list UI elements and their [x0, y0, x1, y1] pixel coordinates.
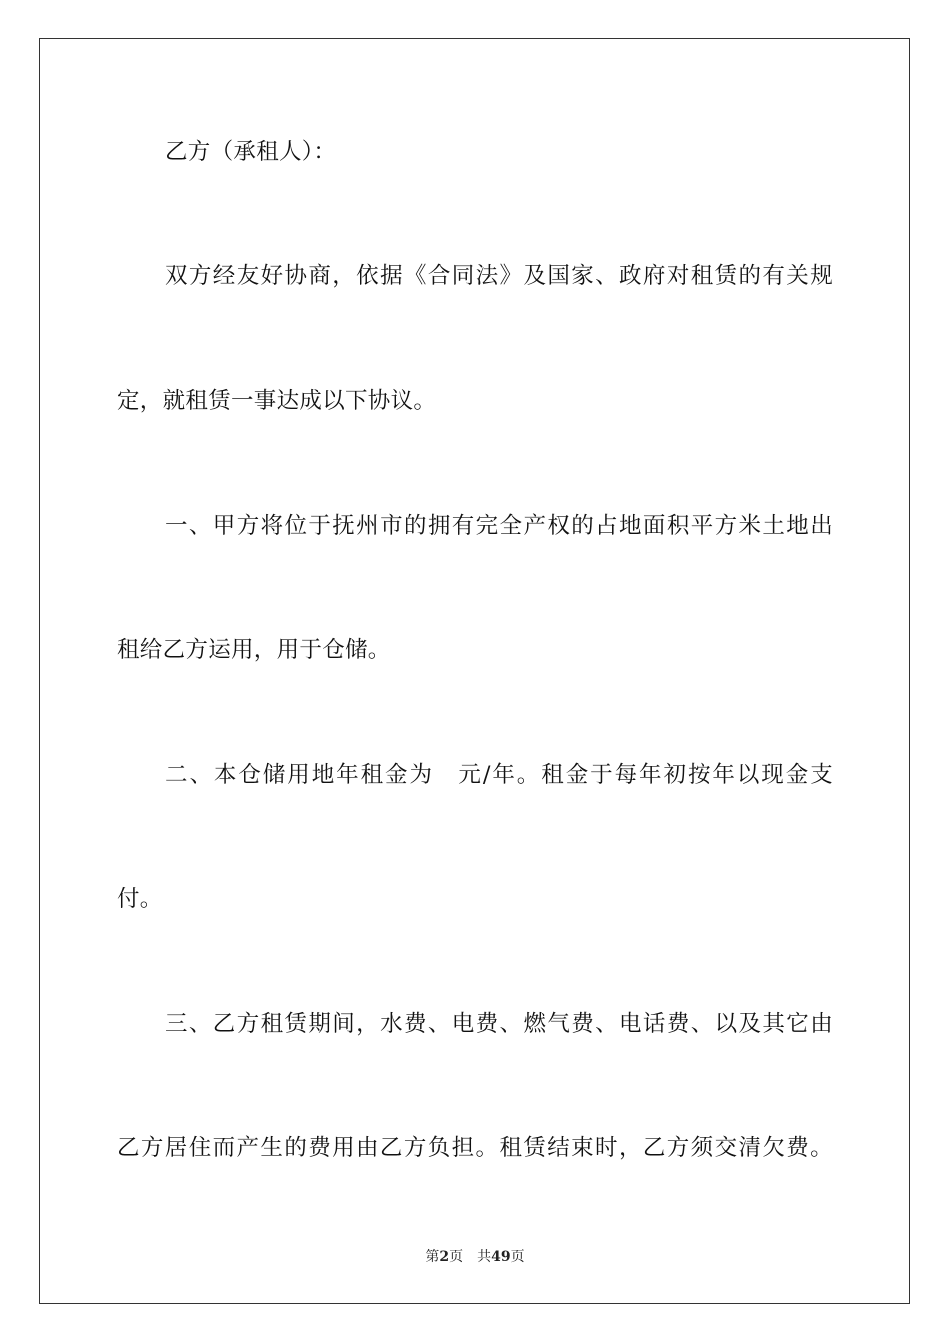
total-pages-prefix: 共 [477, 1249, 492, 1265]
clause-2-line-1: 二、本仓储用地年租金为 元/年。租金于每年初按年以现金支 [165, 762, 833, 788]
party-b-label: 乙方（承租人）： [165, 139, 337, 165]
paragraph-preamble-line-1: 双方经友好协商，依据《合同法》及国家、政府对租赁的有关规 [165, 263, 833, 289]
page-number-prefix: 第 [425, 1249, 440, 1265]
clause-2-line-2: 付。 [117, 886, 163, 912]
page-number-suffix: 页 [449, 1249, 464, 1265]
clause-1-line-2: 租给乙方运用，用于仓储。 [117, 637, 391, 663]
clause-3-line-1: 三、乙方租赁期间，水费、电费、燃气费、电话费、以及其它由 [165, 1011, 833, 1037]
clause-1-line-1: 一、甲方将位于抚州市的拥有完全产权的占地面积平方米土地出 [165, 513, 833, 539]
clause-3-line-2: 乙方居住而产生的费用由乙方负担。租赁结束时，乙方须交清欠费。 [117, 1135, 833, 1161]
page-number: 2 [439, 1249, 450, 1265]
page-footer [0, 1247, 950, 1267]
page-border [39, 38, 910, 1304]
total-pages-suffix: 页 [510, 1249, 525, 1265]
paragraph-preamble-line-2: 定，就租赁一事达成以下协议。 [117, 388, 437, 414]
total-pages: 49 [491, 1249, 511, 1265]
